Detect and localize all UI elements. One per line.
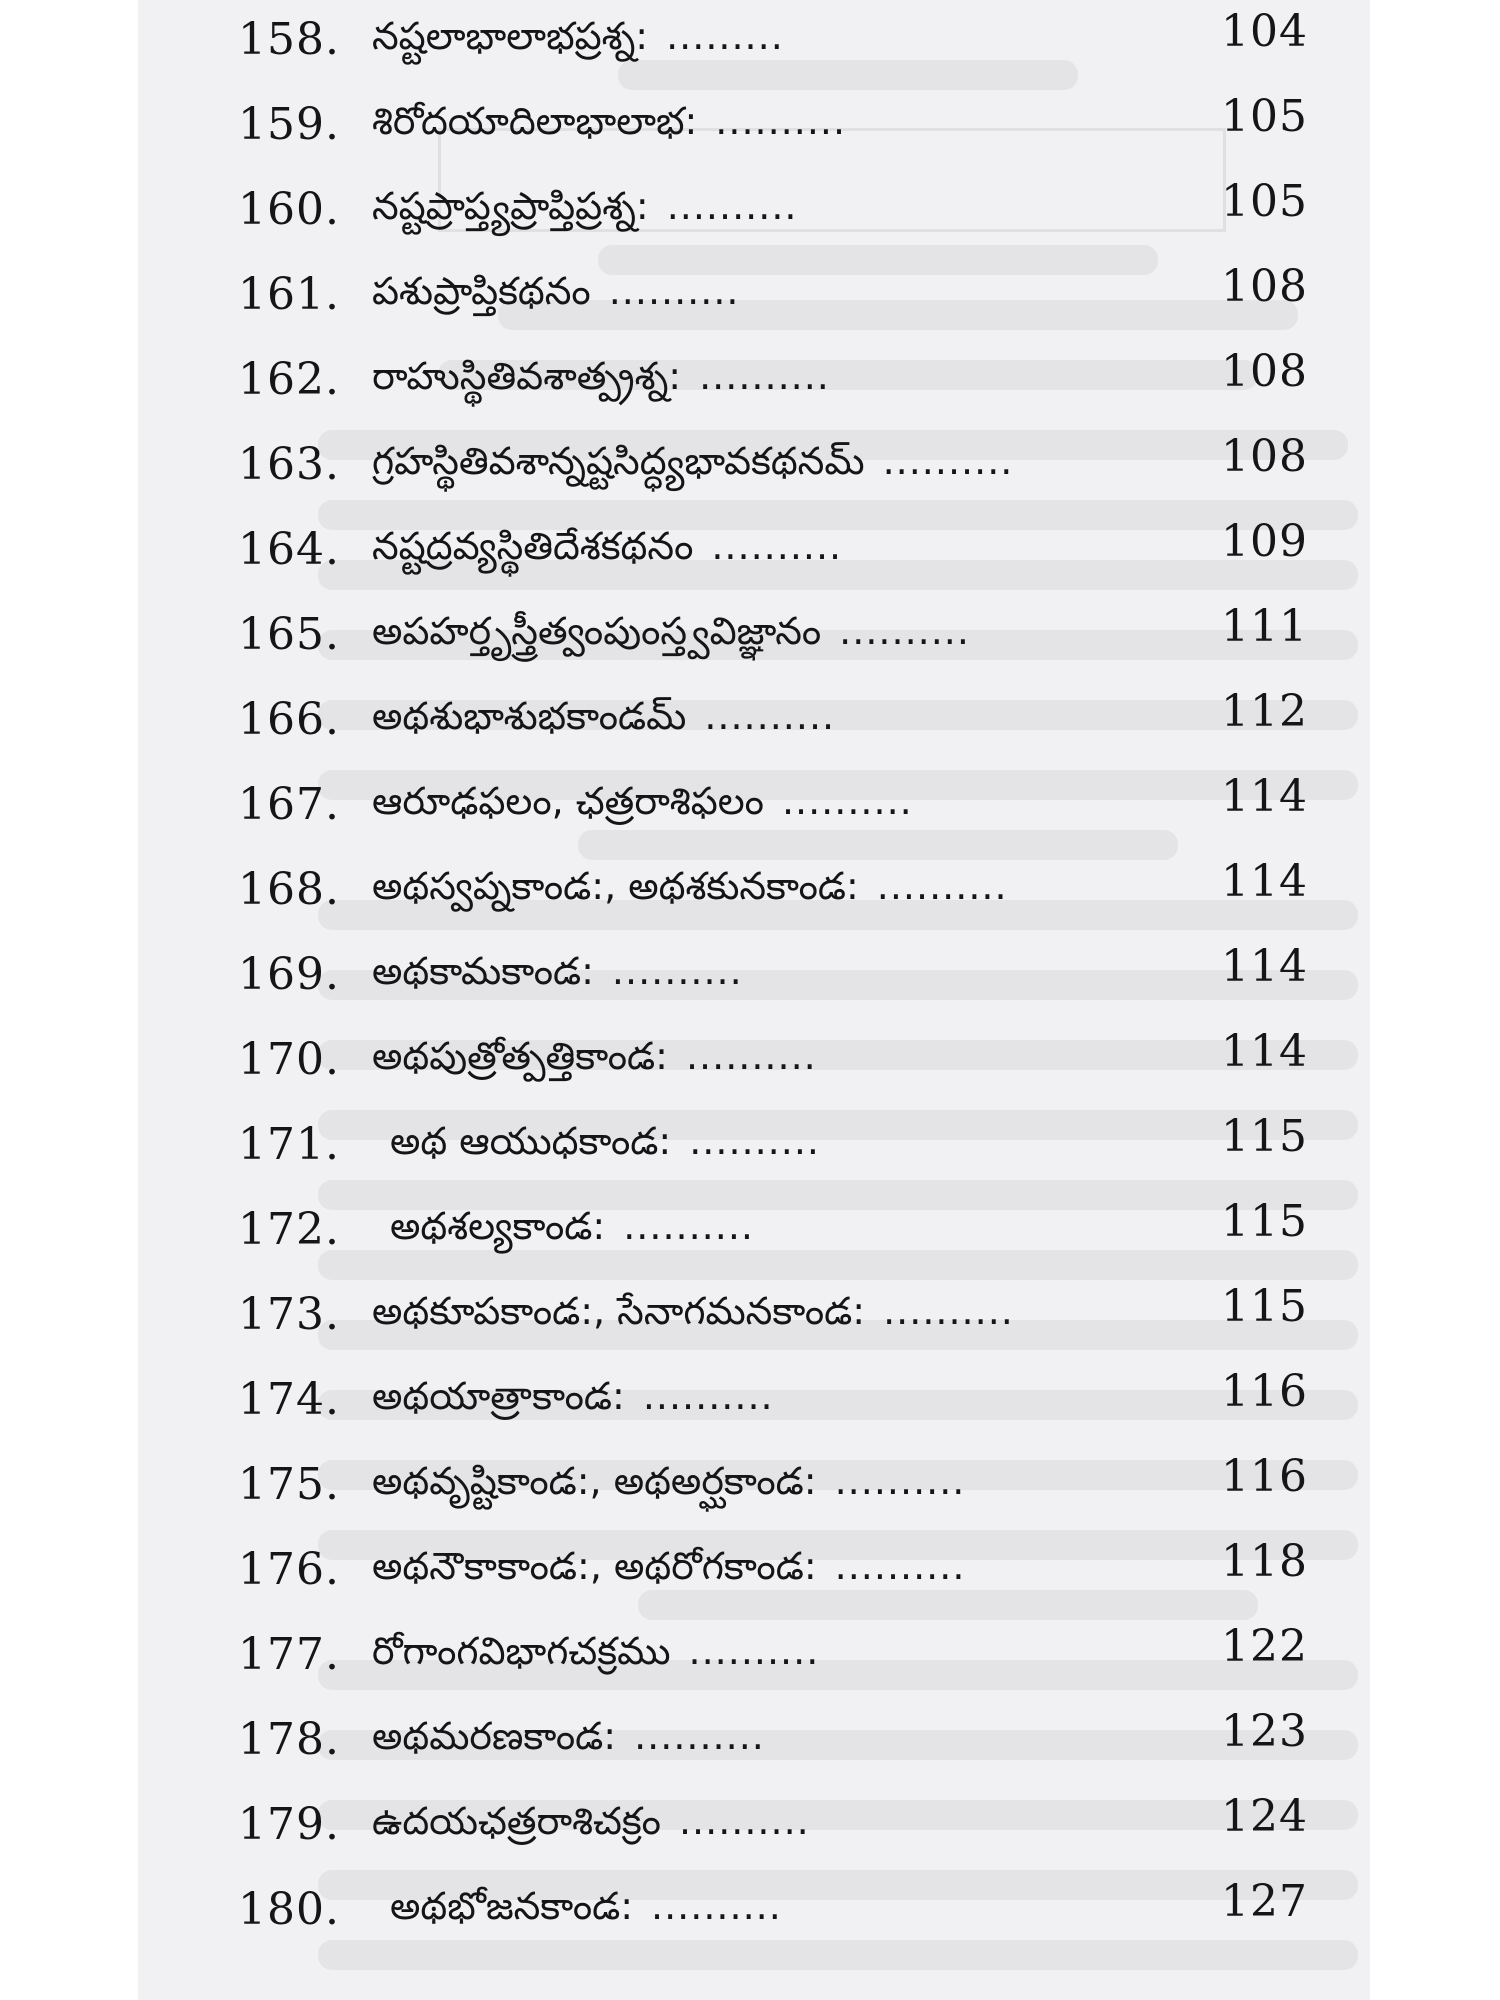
- toc-row: [138, 91, 1370, 171]
- leader-dots: ..........: [678, 1799, 810, 1843]
- document-page: [138, 0, 1370, 2000]
- entry-title: నష్టద్రవ్యస్థితిదేశకథనం ..........: [372, 524, 843, 568]
- entry-page-number: 116: [1221, 1366, 1308, 1417]
- entry-number: 171.: [238, 1119, 340, 1170]
- leader-dots: ..........: [834, 1544, 966, 1588]
- entry-title: ఆరూఢఫలం, ఛత్రరాశిఫలం ..........: [372, 779, 913, 823]
- entry-title: రాహుస్థితివశాత్ప్రశ్న: ..........: [372, 354, 830, 398]
- toc-row: [138, 856, 1370, 936]
- entry-number: 167.: [238, 779, 340, 830]
- toc-row: [138, 941, 1370, 1021]
- toc-row: [138, 1621, 1370, 1701]
- entry-title: అథవృష్టికాండ:, అథఅర్ఘకాండ: ..........: [372, 1459, 966, 1503]
- toc-row: [138, 601, 1370, 681]
- leader-dots: ..........: [781, 779, 913, 823]
- toc-row: [138, 6, 1370, 86]
- entry-page-number: 115: [1221, 1196, 1308, 1247]
- leader-dots: ..........: [883, 1289, 1014, 1333]
- entry-title: అథశుభాశుభకాండమ్ ..........: [372, 694, 836, 738]
- entry-page-number: 127: [1221, 1876, 1308, 1927]
- leader-dots: ..........: [651, 1884, 782, 1928]
- entry-page-number: 112: [1221, 686, 1308, 737]
- leader-dots: .........: [666, 14, 784, 58]
- entry-title: అథనౌకాకాండ:, అథరోగకాండ: ..........: [372, 1544, 966, 1588]
- entry-page-number: 114: [1221, 941, 1308, 992]
- entry-number: 177.: [238, 1629, 340, 1680]
- entry-number: 173.: [238, 1289, 340, 1340]
- toc-row: [138, 1791, 1370, 1871]
- toc-row: [138, 1706, 1370, 1786]
- entry-number: 170.: [238, 1034, 340, 1085]
- entry-title: అథయాత్రాకాండ: ..........: [372, 1374, 774, 1418]
- entry-page-number: 108: [1221, 346, 1308, 397]
- leader-dots: ..........: [711, 524, 843, 568]
- entry-title: అథమరణకాండ: ..........: [372, 1714, 765, 1758]
- toc-row: [138, 1366, 1370, 1446]
- entry-number: 180.: [238, 1884, 340, 1935]
- leader-dots: ..........: [688, 1629, 820, 1673]
- toc-row: [138, 346, 1370, 426]
- toc-row: [138, 516, 1370, 596]
- entry-number: 164.: [238, 524, 340, 575]
- entry-number: 166.: [238, 694, 340, 745]
- entry-number: 161.: [238, 269, 340, 320]
- entry-number: 169.: [238, 949, 340, 1000]
- entry-page-number: 104: [1221, 6, 1308, 57]
- entry-page-number: 123: [1221, 1706, 1308, 1757]
- leader-dots: ..........: [666, 184, 798, 228]
- leader-dots: ..........: [608, 269, 740, 313]
- entry-page-number: 114: [1221, 856, 1308, 907]
- entry-page-number: 124: [1221, 1791, 1308, 1842]
- entry-page-number: 109: [1221, 516, 1308, 567]
- entry-title: అథకామకాండ: ..........: [372, 949, 743, 993]
- entry-title: అపహర్తృస్త్రీత్వంపుంస్త్వవిజ్ఞానం ..........: [372, 609, 970, 653]
- leader-dots: ..........: [715, 99, 847, 143]
- leader-dots: ..........: [882, 439, 1014, 483]
- leader-dots: ..........: [611, 949, 743, 993]
- leader-dots: ..........: [704, 694, 836, 738]
- toc-row: [138, 1451, 1370, 1531]
- entry-page-number: 115: [1221, 1281, 1308, 1332]
- entry-title: గ్రహస్థితివశాన్నష్టసిద్ధ్యభావకథనమ్ ..........: [372, 439, 1014, 483]
- toc-row: [138, 1876, 1370, 1956]
- toc-row: [138, 1026, 1370, 1106]
- entry-page-number: 114: [1221, 1026, 1308, 1077]
- entry-page-number: 105: [1221, 91, 1308, 142]
- entry-title: అథస్వప్నకాండ:, అథశకునకాండ: ..........: [372, 864, 1008, 908]
- entry-title: అథభోజనకాండ: ..........: [390, 1884, 782, 1928]
- toc-row: [138, 686, 1370, 766]
- toc-row: [138, 261, 1370, 341]
- entry-title: నష్టప్రాప్త్యప్రాప్తిప్రశ్న: ..........: [372, 184, 798, 228]
- leader-dots: ..........: [634, 1714, 765, 1758]
- entry-number: 160.: [238, 184, 340, 235]
- entry-title: అథశల్యకాండ: ..........: [390, 1204, 754, 1248]
- entry-page-number: 122: [1221, 1621, 1308, 1672]
- toc-row: [138, 1281, 1370, 1361]
- entry-title: అథపుత్రోత్పత్తికాండ: ..........: [372, 1034, 817, 1078]
- entry-title: అథకూపకాండ:, సేనాగమనకాండ: ..........: [372, 1289, 1014, 1333]
- toc-row: [138, 176, 1370, 256]
- leader-dots: ..........: [685, 1034, 817, 1078]
- entry-page-number: 105: [1221, 176, 1308, 227]
- entry-page-number: 111: [1221, 601, 1308, 652]
- toc-row: [138, 1196, 1370, 1276]
- entry-title: రోగాంగవిభాగచక్రము ..........: [372, 1629, 820, 1673]
- entry-number: 176.: [238, 1544, 340, 1595]
- entry-page-number: 108: [1221, 261, 1308, 312]
- leader-dots: ..........: [689, 1119, 820, 1163]
- entry-number: 162.: [238, 354, 340, 405]
- entry-page-number: 114: [1221, 771, 1308, 822]
- entry-title: ఉదయఛత్రరాశిచక్రం ..........: [372, 1799, 810, 1843]
- entry-page-number: 108: [1221, 431, 1308, 482]
- entry-number: 168.: [238, 864, 340, 915]
- entry-number: 165.: [238, 609, 340, 660]
- entry-number: 159.: [238, 99, 340, 150]
- toc-row: [138, 771, 1370, 851]
- leader-dots: ..........: [876, 864, 1008, 908]
- entry-title: పశుప్రాప్తికథనం ..........: [372, 269, 740, 313]
- entry-number: 179.: [238, 1799, 340, 1850]
- leader-dots: ..........: [839, 609, 970, 653]
- entry-title: నష్టలాభాలాభప్రశ్న: .........: [372, 14, 784, 58]
- leader-dots: ..........: [699, 354, 830, 398]
- toc-row: [138, 431, 1370, 511]
- toc-row: [138, 1111, 1370, 1191]
- entry-page-number: 116: [1221, 1451, 1308, 1502]
- leader-dots: ..........: [642, 1374, 774, 1418]
- entry-number: 172.: [238, 1204, 340, 1255]
- entry-number: 175.: [238, 1459, 340, 1510]
- leader-dots: ..........: [623, 1204, 754, 1248]
- entry-number: 163.: [238, 439, 340, 490]
- entry-number: 178.: [238, 1714, 340, 1765]
- entry-page-number: 115: [1221, 1111, 1308, 1162]
- entry-page-number: 118: [1221, 1536, 1308, 1587]
- leader-dots: ..........: [834, 1459, 966, 1503]
- toc-row: [138, 1536, 1370, 1616]
- entry-title: శిరోదయాదిలాభాలాభ: ..........: [372, 99, 847, 143]
- entry-number: 174.: [238, 1374, 340, 1425]
- entry-title: అథ ఆయుధకాండ: ..........: [390, 1119, 820, 1163]
- entry-number: 158.: [238, 14, 340, 65]
